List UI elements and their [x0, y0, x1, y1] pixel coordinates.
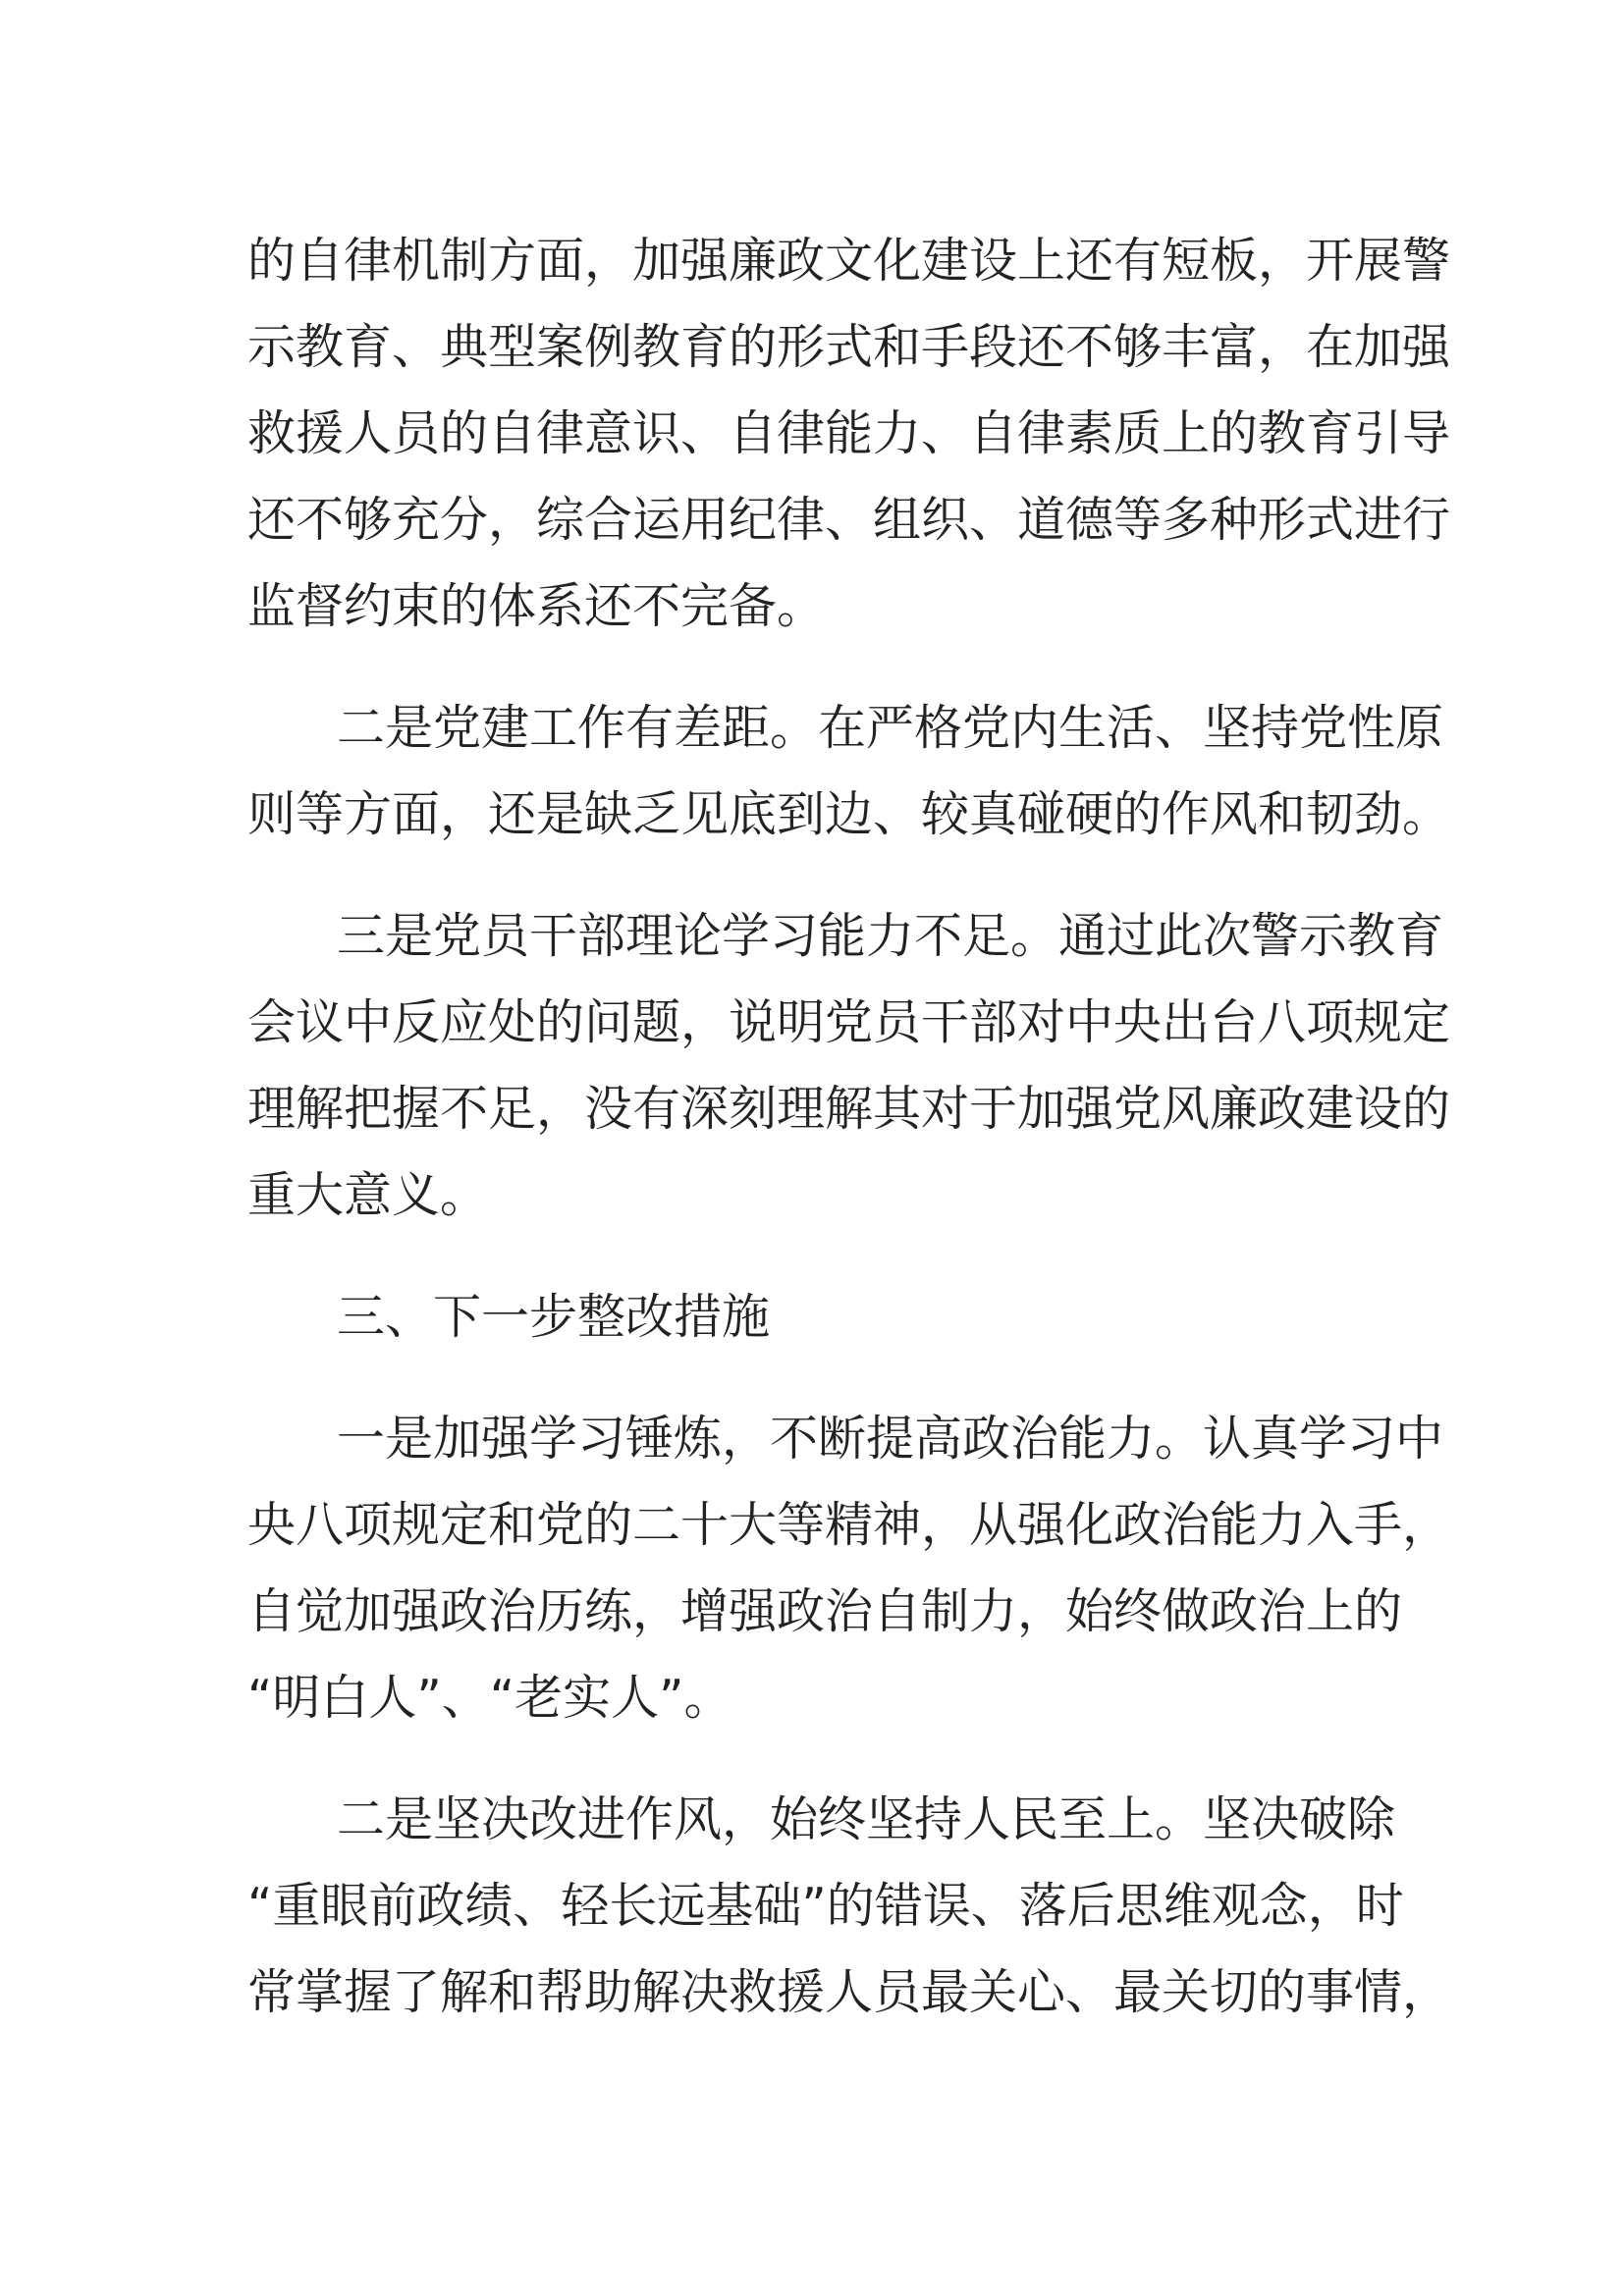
- text-line: 会议中反应处的问题，说明党员干部对中央出台八项规定: [247, 994, 1451, 1050]
- text-line: “重眼前政绩、轻长远基础”的错误、落后思维观念，时: [247, 1878, 1404, 1934]
- text-line: 理解把握不足，没有深刻理解其对于加强党风廉政建设的: [247, 1081, 1451, 1137]
- paragraph-theory-study: [247, 893, 1451, 1239]
- text-line: 救援人员的自律意识、自律能力、自律素质上的教育引导: [247, 405, 1451, 461]
- section-heading-next-steps: [247, 1274, 1352, 1361]
- text-line: 央八项规定和党的二十大等精神，从强化政治能力入手，: [247, 1497, 1451, 1553]
- paragraph-discipline-mechanism: [247, 218, 1451, 650]
- text-line: 则等方面，还是缺乏见底到边、较真碰硬的作风和韧劲。: [247, 786, 1451, 842]
- text-line: 的自律机制方面，加强廉政文化建设上还有短板，开展警: [247, 233, 1451, 289]
- text-line: 一是加强学习锤炼，不断提高政治能力。认真学习中: [337, 1411, 1444, 1467]
- text-line: 示教育、典型案例教育的形式和手段还不够丰富，在加强: [247, 319, 1451, 375]
- text-line: 二是党建工作有差距。在严格党内生活、坚持党性原: [337, 700, 1444, 756]
- text-line: 重大意义。: [247, 1167, 489, 1223]
- paragraph-improve-style: [247, 1777, 1451, 2036]
- text-line: “明白人”、“老实人”。: [247, 1670, 732, 1726]
- text-line: 还不够充分，综合运用纪律、组织、道德等多种形式进行: [247, 492, 1451, 548]
- text-line: 三是党员干部理论学习能力不足。通过此次警示教育: [337, 908, 1444, 964]
- section-heading: 三、下一步整改措施: [337, 1289, 771, 1345]
- text-line: 自觉加强政治历练，增强政治自制力，始终做政治上的: [247, 1583, 1403, 1639]
- text-line: 监督约束的体系还不完备。: [247, 578, 826, 634]
- document-body: [247, 218, 1451, 2036]
- paragraph-strengthen-study: [247, 1396, 1451, 1741]
- text-line: 常掌握了解和帮助解决救援人员最关心、最关切的事情，: [247, 1964, 1451, 2020]
- paragraph-party-building-gap: [247, 685, 1451, 858]
- text-line: 二是坚决改进作风，始终坚持人民至上。坚决破除: [337, 1791, 1396, 1847]
